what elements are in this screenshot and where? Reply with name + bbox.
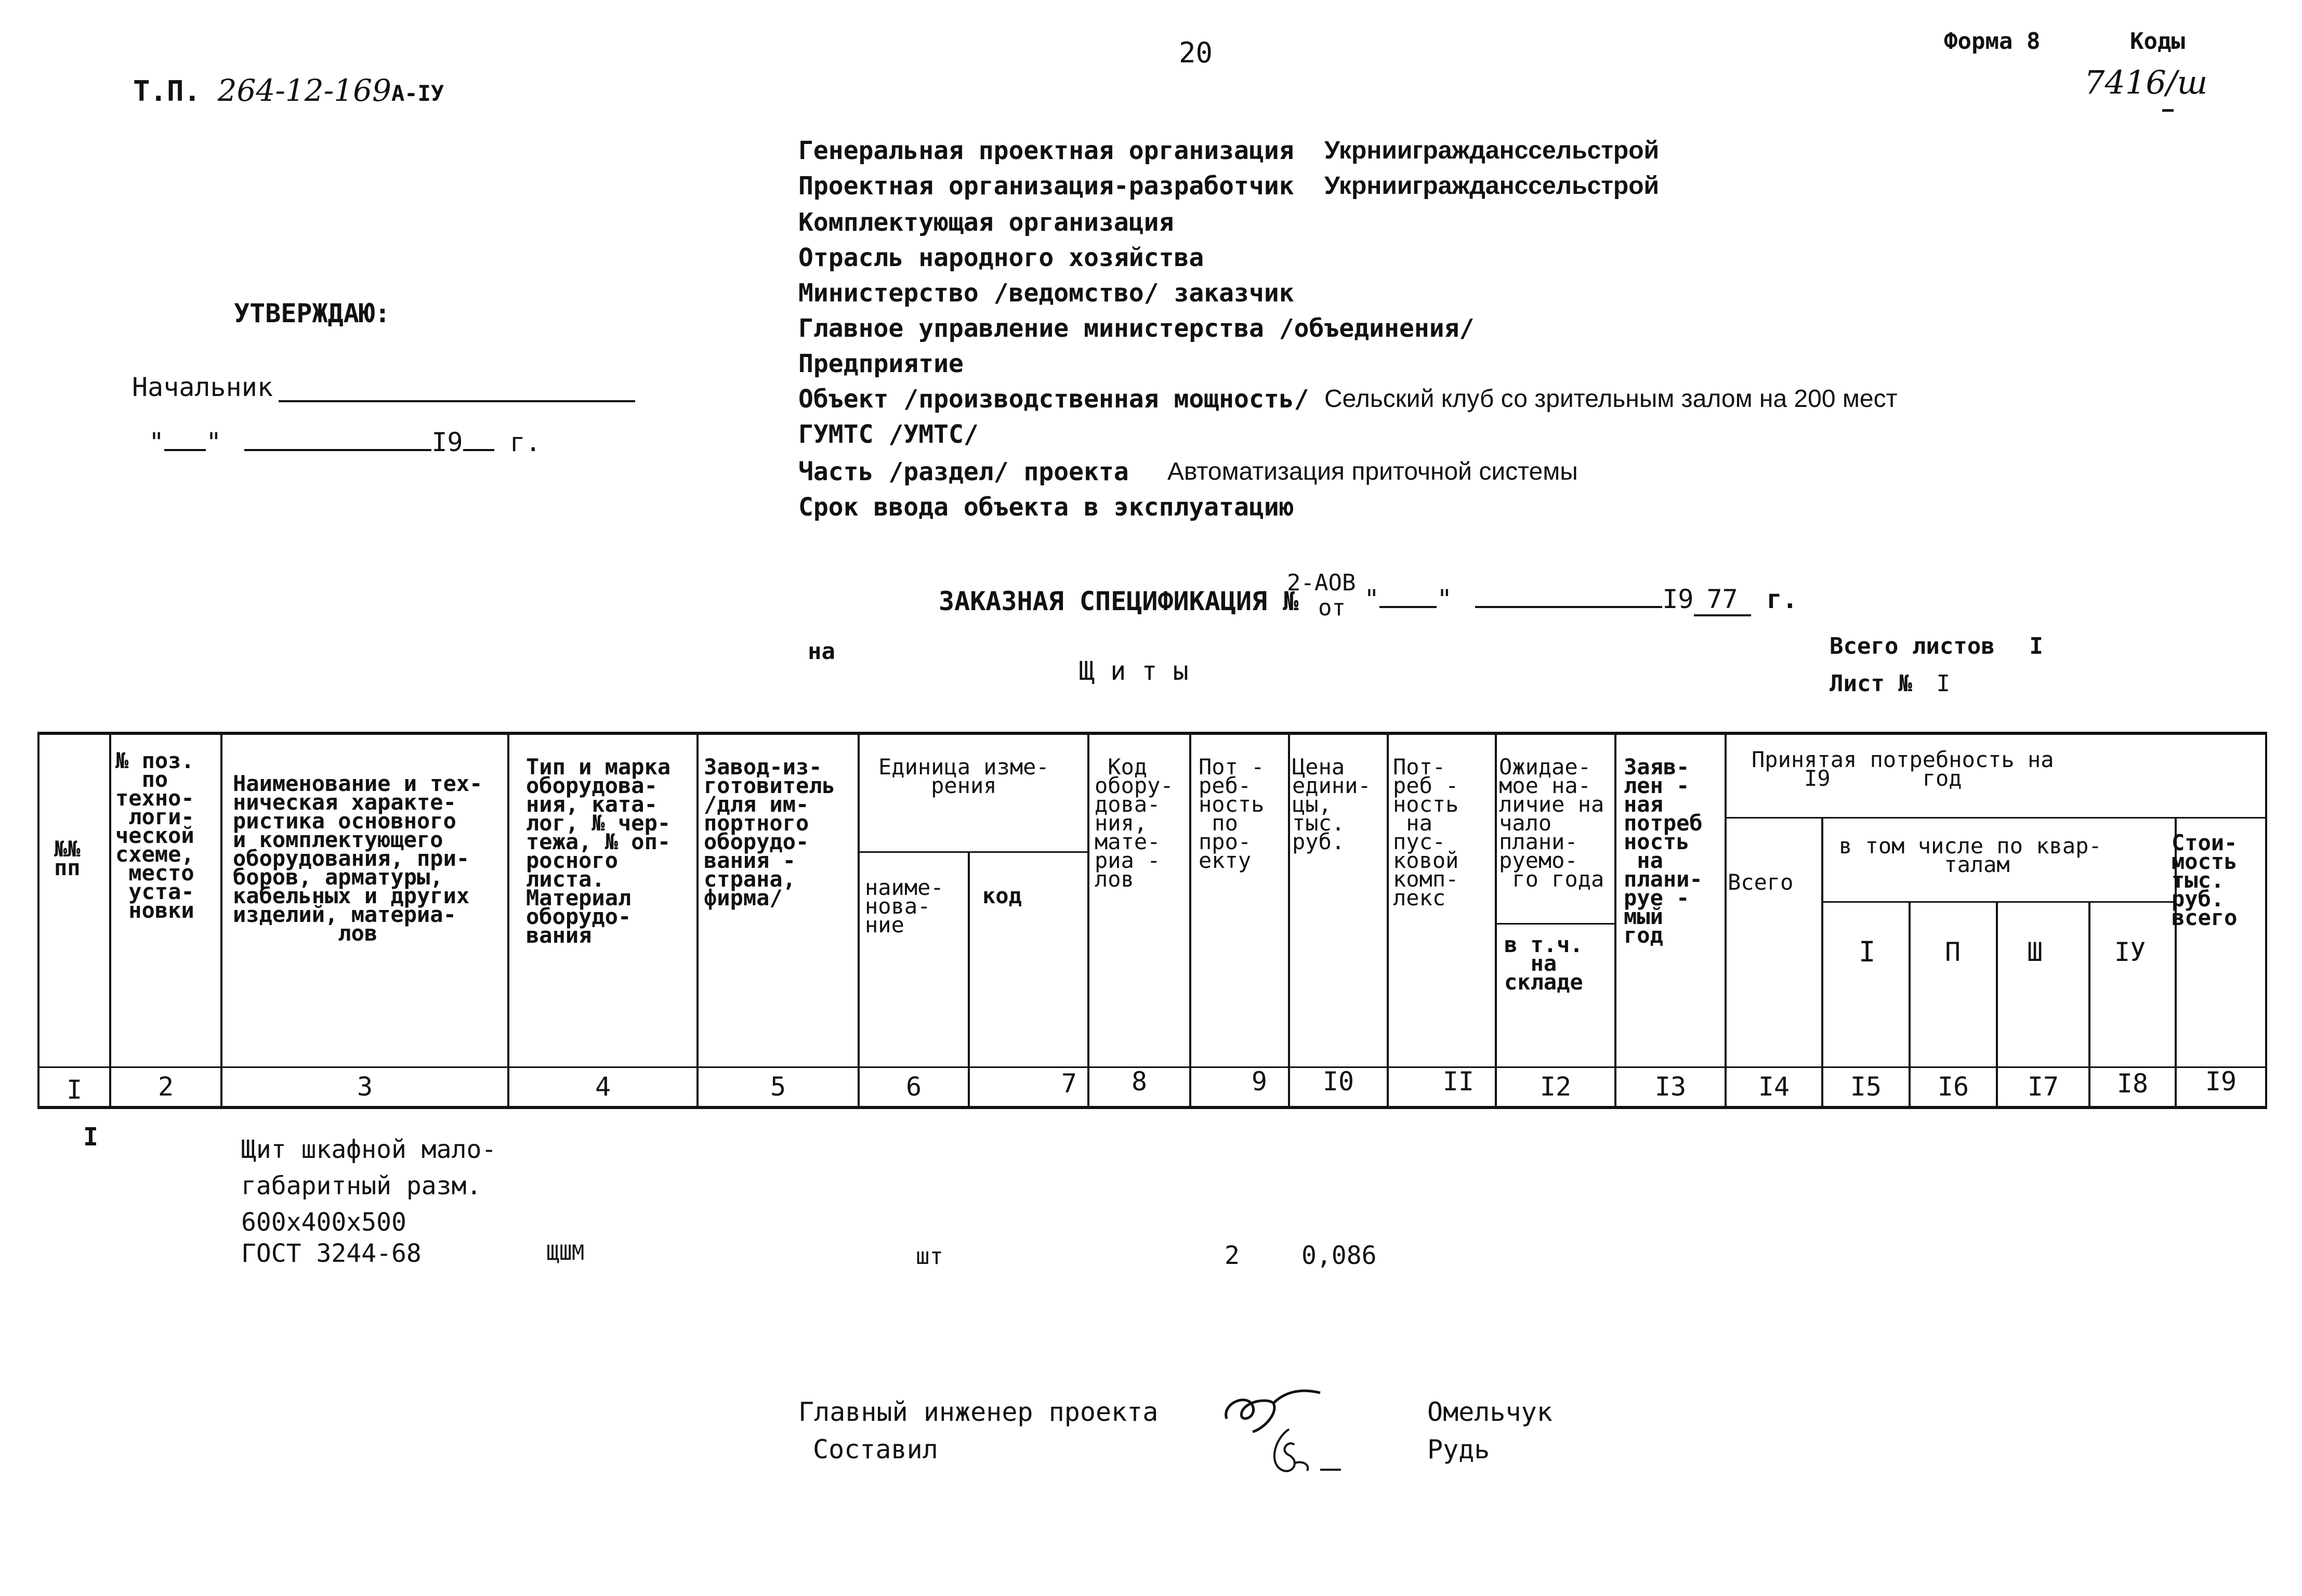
date-quote-open: " — [149, 427, 165, 457]
column-number: I9 — [2205, 1066, 2237, 1097]
column-number: I4 — [1758, 1072, 1790, 1102]
document-reference — [133, 73, 444, 108]
column-number: I5 — [1850, 1072, 1882, 1102]
unit-subheader-line — [858, 851, 1087, 853]
column-number: I2 — [1540, 1072, 1572, 1102]
column-number: I7 — [2027, 1072, 2059, 1102]
col-border — [109, 732, 111, 1107]
row-name-line: габаритный разм. — [241, 1171, 482, 1201]
header-pp: №№ пп — [54, 836, 81, 880]
spec-year-suffix: г. — [1766, 584, 1798, 614]
info-label: Объект /производственная мощность/ — [798, 385, 1309, 414]
column-number: II — [1442, 1066, 1474, 1097]
page-number: 20 — [1179, 36, 1213, 69]
col-border — [1288, 732, 1290, 1107]
info-label: Комплектующая организация — [798, 208, 1174, 237]
column-number: 2 — [157, 1072, 174, 1102]
spec-on-label: на — [808, 638, 835, 665]
col-border — [1725, 732, 1727, 1107]
info-row — [798, 279, 1294, 308]
info-row — [798, 457, 1578, 486]
info-label: Министерство /ведомство/ заказчик — [798, 279, 1294, 308]
info-row — [798, 385, 1898, 414]
header-need-project: Пот - реб- ность по про- екту — [1199, 754, 1265, 873]
column-number: 8 — [1131, 1066, 1148, 1097]
signature-compiler — [1258, 1424, 1351, 1486]
spec-from: от — [1318, 595, 1346, 621]
header-manufacturer: Завод-из- готовитель /для им- портного оборудо- вания - страна, фирма/ — [704, 754, 835, 911]
compiled-by-name: Рудь — [1427, 1434, 1490, 1465]
header-need-launch: Пот- реб - ность на пус- ковой комп- лекс — [1393, 754, 1459, 911]
info-value: Укрниигражданссельстрой — [1324, 172, 1660, 200]
approval-year-suffix: г. — [509, 427, 541, 457]
spec-date: " " I9 77 г. — [1364, 584, 1798, 616]
info-value: Автоматизация приточной системы — [1167, 458, 1578, 485]
column-number: I0 — [1322, 1066, 1354, 1097]
header-total: Всего — [1728, 869, 1794, 895]
info-label: ГУМТС /УМТС/ — [798, 420, 979, 449]
col-border — [696, 732, 699, 1107]
col-border — [2265, 732, 2267, 1107]
codes-label: Коды — [2130, 28, 2185, 55]
date-quote-close: " — [206, 427, 222, 457]
sheet-value: I — [1936, 670, 1950, 697]
stock-subheader-line — [1497, 923, 1614, 925]
header-name: Наименование и тех- ническая характе- ристика основного и комплектующего оборудования, при- боров, арматуры, кабельных и других изделий, материа- лов — [233, 771, 483, 946]
doc-ref-suffix: А-IУ — [391, 81, 444, 106]
row-name-line: 600х400х500 — [241, 1208, 406, 1237]
column-number: 4 — [595, 1072, 611, 1102]
row-price: 0,086 — [1301, 1241, 1377, 1270]
header-type: Тип и марка оборудова- ния, ката- лог, № чер- тежа, № оп- росного листа. Материал оборудо- вания — [526, 754, 671, 948]
need-subheader-line — [1725, 817, 2267, 819]
info-row — [798, 314, 1474, 343]
row-name-line: Щит шкафной мало- — [241, 1135, 497, 1164]
info-row — [798, 420, 979, 449]
col-border — [1614, 732, 1616, 1107]
code-handwritten: 7416/ш — [2084, 63, 2208, 101]
column-number: I6 — [1937, 1072, 1969, 1102]
row-need: 2 — [1225, 1241, 1240, 1270]
info-value: Сельский клуб со зрительным залом на 200 мест — [1324, 385, 1898, 413]
info-row — [798, 349, 964, 378]
header-cost: Стои- мость тыс. руб. всего — [2172, 830, 2238, 930]
row-name-line: ГОСТ 3244-68 — [241, 1239, 422, 1268]
column-number: 9 — [1251, 1066, 1267, 1097]
info-row — [798, 172, 1660, 201]
header-unit: Единица изме- рения — [878, 754, 1049, 798]
doc-ref-prefix: Т.П. — [133, 75, 201, 108]
header-unit-code: код — [982, 883, 1022, 908]
quarters-subheader-line — [1821, 901, 2175, 903]
info-label: Предприятие — [798, 349, 964, 378]
code-underline — [2162, 109, 2174, 112]
spec-title: ЗАКАЗНАЯ СПЕЦИФИКАЦИЯ № — [939, 586, 1299, 616]
sheet-label: Лист № — [1830, 670, 1912, 697]
total-sheets — [1830, 633, 2043, 659]
header-price: Цена едини- цы, тыс. руб. — [1292, 754, 1371, 854]
doc-ref-handwritten: 264-12-169 — [217, 73, 391, 108]
approval-chief-signature-line — [279, 400, 635, 402]
header-declared-need: Заяв- лен - ная потреб ность на плани- руе - мый год — [1624, 754, 1703, 948]
col-border — [1387, 732, 1389, 1107]
spec-subject: Щ и т ы — [1079, 656, 1189, 686]
info-label: Часть /раздел/ проекта — [798, 457, 1129, 486]
table-bottom-border — [37, 1106, 2267, 1109]
header-quarters: в том числе по квар- талам — [1839, 833, 2102, 877]
info-label: Проектная организация-разработчик — [798, 172, 1294, 201]
info-label: Отрасль народного хозяйства — [798, 243, 1204, 272]
info-label: Срок ввода объекта в эксплуатацию — [798, 493, 1294, 522]
col-border — [1189, 732, 1191, 1107]
info-label: Главное управление министерства /объединения/ — [798, 314, 1475, 343]
chief-engineer-name: Омельчук — [1427, 1397, 1553, 1427]
spec-number: 2-АОВ — [1287, 570, 1356, 596]
column-number: 5 — [770, 1072, 786, 1102]
header-q4: IУ — [2114, 937, 2146, 967]
header-in-warehouse: в т.ч. на складе — [1504, 932, 1583, 995]
header-unit-name: наиме- нова- ние — [865, 875, 944, 938]
column-number: 3 — [357, 1072, 373, 1102]
col-border — [37, 732, 40, 1107]
column-number: I — [66, 1075, 83, 1105]
chief-engineer-label: Главный инженер проекта — [798, 1397, 1159, 1427]
compiled-by-label: Составил — [813, 1434, 938, 1465]
header-q1: I — [1859, 935, 1876, 968]
approval-year-prefix: I9 — [431, 427, 463, 457]
header-q3: Ш — [2027, 937, 2043, 967]
header-q2: П — [1945, 937, 1961, 967]
row-type: ЩШМ — [547, 1241, 585, 1265]
approval-title: УТВЕРЖДАЮ: — [234, 298, 391, 328]
col-border — [507, 732, 509, 1107]
spec-year: 77 — [1694, 584, 1751, 616]
header-position: № поз. по техно- логи- ческой схеме, место уста- новки — [115, 748, 194, 923]
approval-chief-label: Начальник — [132, 372, 273, 402]
header-accepted-need: Принятая потребность на I9 год — [1752, 747, 2054, 791]
info-row — [798, 493, 1294, 522]
info-value: Укрниигражданссельстрой — [1324, 137, 1660, 164]
col-border — [1087, 732, 1089, 1107]
col-border — [220, 732, 222, 1107]
column-number: I3 — [1654, 1072, 1687, 1102]
col-border — [1495, 732, 1497, 1107]
column-number: 6 — [905, 1072, 922, 1102]
table-top-border — [37, 732, 2267, 735]
info-row — [798, 136, 1660, 165]
header-expected-stock: Ожидае- мое на- личие на чало плани- руемо- го года — [1499, 754, 1604, 892]
column-number: I8 — [2116, 1069, 2149, 1099]
info-label: Генеральная проектная организация — [798, 136, 1294, 165]
info-row — [798, 208, 1174, 237]
spec-year-prefix: I9 — [1662, 584, 1694, 614]
total-sheets-value: I — [2029, 633, 2043, 659]
col-border — [858, 732, 860, 1107]
total-sheets-label: Всего листов — [1830, 633, 1995, 659]
info-row — [798, 243, 1204, 272]
column-number: 7 — [1061, 1069, 1077, 1099]
row-unit: шт — [916, 1243, 943, 1270]
form-label: Форма 8 — [1944, 28, 2041, 55]
header-item-code: Код обору- дова- ния, мате- риа - лов — [1095, 754, 1174, 892]
col-border — [1821, 817, 1823, 1107]
row-pp: I — [83, 1123, 98, 1152]
sheet-number — [1830, 670, 1950, 697]
approval-date — [149, 427, 541, 457]
